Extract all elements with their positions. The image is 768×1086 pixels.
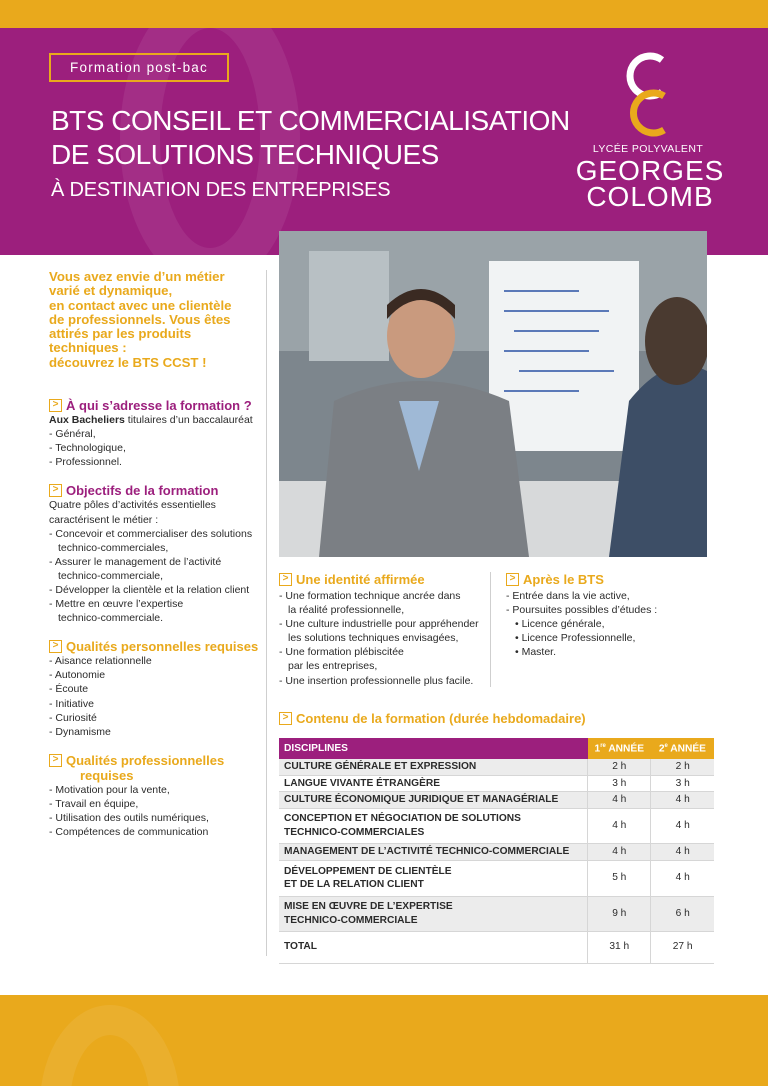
discipline-name-cont: ET DE LA RELATION CLIENT	[284, 879, 424, 890]
audience-lead-bold: Aux Bacheliers	[49, 414, 125, 427]
chevron-right-icon: >	[49, 754, 62, 767]
header-banner	[0, 28, 768, 255]
list-item: - Une culture industrielle pour appréhender	[279, 618, 479, 631]
professional-heading-text	[66, 753, 224, 783]
hours-year-2: 4 h	[651, 843, 714, 860]
list-item: - Poursuites possibles d’études :	[506, 604, 658, 617]
objectives-heading	[49, 483, 261, 498]
discipline-cell	[279, 843, 588, 860]
professional-list	[49, 783, 261, 839]
intro-line: attirés par les produits	[49, 326, 192, 342]
list-item: • Licence générale,	[515, 618, 605, 631]
discipline-cell	[279, 931, 588, 963]
year-2-label: ANNÉE	[667, 743, 706, 755]
table-row	[279, 860, 714, 896]
list-item: Quatre pôles d’activités essentielles	[49, 499, 216, 512]
objectives-heading-text: Objectifs de la formation	[66, 483, 219, 499]
list-item: - Aisance relationnelle	[49, 655, 152, 668]
intro-line: de professionnels. Vous êtes	[49, 311, 231, 327]
hours-year-2: 6 h	[651, 896, 714, 931]
after-heading	[506, 572, 711, 587]
heading-line-1: Qualités professionnelles	[66, 752, 225, 768]
year-2-suffix: e	[664, 742, 668, 749]
list-item: technico-commerciales,	[58, 541, 169, 554]
list-item: caractérisent le métier :	[49, 513, 159, 526]
intro-line: découvrez le BTS CCST !	[49, 354, 207, 370]
list-item: - Technologique,	[49, 442, 126, 455]
total-label: TOTAL	[284, 941, 318, 953]
chevron-right-icon: >	[49, 484, 62, 497]
list-item: - Curiosité	[49, 711, 97, 724]
personal-heading	[49, 639, 261, 654]
chevron-right-icon: >	[279, 712, 292, 725]
list-item: • Master.	[515, 646, 557, 659]
total-year-2: 27 h	[651, 931, 714, 963]
discipline-name-cont: TECHNICO-COMMERCIALE	[284, 914, 418, 926]
page-title	[51, 104, 591, 172]
list-item: - Écoute	[49, 683, 89, 696]
list-item: - Concevoir et commercialiser des solutions	[49, 527, 253, 540]
list-item: technico-commerciale,	[58, 569, 164, 582]
list-item: - Une formation plébiscitée	[279, 646, 404, 659]
audience-heading-text: À qui s’adresse la formation ?	[66, 398, 252, 414]
list-item: - Dynamisme	[49, 725, 111, 738]
discipline-name: LANGUE VIVANTE ÉTRANGÈRE	[284, 777, 441, 789]
decorative-swirl	[40, 1005, 180, 1086]
school-logo-icon	[618, 50, 678, 140]
intro-text	[49, 270, 261, 370]
list-item: la réalité professionnelle,	[288, 604, 405, 617]
hours-year-1: 4 h	[588, 792, 651, 809]
professional-heading	[49, 753, 261, 783]
year-2-number: 2	[658, 743, 665, 755]
identity-list	[279, 589, 484, 688]
personal-heading-text: Qualités personnelles requises	[66, 639, 259, 655]
hours-year-2: 4 h	[651, 860, 714, 896]
page-subtitle: À DESTINATION DES ENTREPRISES	[51, 179, 391, 201]
identity-heading-text: Une identité affirmée	[296, 572, 425, 587]
list-item: - Assurer le management de l’activité	[49, 555, 222, 568]
col-year-1	[588, 738, 651, 759]
list-item: technico-commerciale.	[58, 612, 164, 625]
chevron-right-icon: >	[49, 640, 62, 653]
list-item: - Motivation pour la vente,	[49, 783, 170, 796]
discipline-name: CULTURE GÉNÉRALE ET EXPRESSION	[284, 761, 477, 772]
list-item: - Professionnel.	[49, 456, 122, 469]
intro-line: en contact avec une clientèle	[49, 297, 232, 313]
list-item: - Mettre en œuvre l’expertise	[49, 598, 184, 611]
hours-year-1: 5 h	[588, 860, 651, 896]
col-disciplines: DISCIPLINES	[279, 738, 588, 759]
discipline-name: CULTURE ÉCONOMIQUE JURIDIQUE ET MANAGÉRIALE	[284, 794, 559, 805]
hours-year-2: 2 h	[651, 759, 714, 775]
objectives-list	[49, 498, 261, 625]
table-row-total	[279, 931, 714, 963]
left-column	[49, 270, 261, 839]
audience-lead-rest: titulaires d’un baccalauréat	[124, 414, 253, 427]
hours-year-2: 3 h	[651, 775, 714, 792]
logo-wordmark	[570, 155, 730, 212]
discipline-cell	[279, 792, 588, 809]
identity-heading	[279, 572, 484, 587]
hours-year-1: 4 h	[588, 843, 651, 860]
table-row	[279, 775, 714, 792]
schedule-table	[279, 738, 714, 964]
hours-year-1: 9 h	[588, 896, 651, 931]
list-item: - Travail en équipe,	[49, 797, 139, 810]
audience-list	[49, 413, 261, 469]
chevron-right-icon: >	[279, 573, 292, 586]
chevron-right-icon: >	[506, 573, 519, 586]
after-list	[506, 589, 711, 659]
column-divider	[490, 572, 491, 687]
after-heading-text: Après le BTS	[523, 572, 604, 587]
list-item: - Général,	[49, 428, 96, 441]
table-row	[279, 843, 714, 860]
discipline-cell	[279, 860, 588, 896]
hours-year-2: 4 h	[651, 808, 714, 843]
title-line-2: DE SOLUTIONS TECHNIQUES	[51, 139, 439, 170]
list-item: - Autonomie	[49, 669, 106, 682]
table-heading	[279, 711, 586, 726]
table-heading-text: Contenu de la formation (durée hebdomadaire)	[296, 711, 586, 726]
identity-section	[279, 572, 484, 688]
discipline-name: MISE EN ŒUVRE DE L’EXPERTISE	[284, 901, 453, 912]
table-header-row	[279, 738, 714, 759]
top-band	[0, 0, 768, 28]
table-row	[279, 896, 714, 931]
discipline-cell	[279, 896, 588, 931]
hours-year-1: 2 h	[588, 759, 651, 775]
intro-line: Vous avez envie d’un métier	[49, 269, 225, 284]
intro-line: techniques :	[49, 340, 127, 356]
hours-year-1: 4 h	[588, 808, 651, 843]
logo-line-1: GEORGES	[575, 155, 725, 186]
total-year-1: 31 h	[588, 931, 651, 963]
discipline-cell	[279, 759, 588, 775]
hours-year-2: 4 h	[651, 792, 714, 809]
col-year-2	[651, 738, 714, 759]
personal-list	[49, 654, 261, 739]
table-row	[279, 808, 714, 843]
audience-heading	[49, 398, 261, 413]
list-item: • Licence Professionnelle,	[515, 632, 636, 645]
logo-subtitle: LYCÉE POLYVALENT	[592, 143, 704, 155]
discipline-name-cont: TECHNICO-COMMERCIALES	[284, 826, 425, 838]
hours-year-1: 3 h	[588, 775, 651, 792]
list-item: - Entrée dans la vie active,	[506, 590, 630, 602]
discipline-cell	[279, 808, 588, 843]
list-item: - Initiative	[49, 697, 94, 710]
column-divider	[266, 270, 267, 956]
discipline-cell	[279, 775, 588, 792]
heading-line-2: requises	[80, 767, 134, 783]
list-item: les solutions techniques envisagées,	[288, 632, 459, 645]
logo-line-2: COLOMB	[586, 181, 714, 212]
formation-tag: Formation post-bac	[49, 53, 229, 82]
list-item: par les entreprises,	[288, 660, 378, 673]
list-item: - Développer la clientèle et la relation client	[49, 584, 250, 597]
chevron-right-icon: >	[49, 399, 62, 412]
list-item: - Une formation technique ancrée dans	[279, 590, 461, 602]
bottom-band	[0, 995, 768, 1086]
after-bts-section	[506, 572, 711, 659]
list-item: - Utilisation des outils numériques,	[49, 812, 209, 825]
list-item: - Compétences de communication	[49, 826, 209, 839]
title-line-1: BTS CONSEIL ET COMMERCIALISATION	[51, 105, 570, 136]
discipline-name: DÉVELOPPEMENT DE CLIENTÈLE	[284, 865, 452, 877]
audience-lead	[49, 413, 261, 427]
business-meeting-photo	[279, 231, 707, 557]
table-row	[279, 759, 714, 775]
year-1-suffix: re	[600, 742, 606, 749]
list-item: - Une insertion professionnelle plus facile.	[279, 674, 474, 687]
year-1-number: 1	[594, 743, 601, 755]
discipline-name: CONCEPTION ET NÉGOCIATION DE SOLUTIONS	[284, 813, 521, 824]
table-row	[279, 792, 714, 809]
year-1-label: ANNÉE	[605, 743, 644, 755]
intro-line: varié et dynamique,	[49, 283, 173, 299]
discipline-name: MANAGEMENT DE L’ACTIVITÉ TECHNICO-COMMERCIALE	[284, 845, 570, 857]
